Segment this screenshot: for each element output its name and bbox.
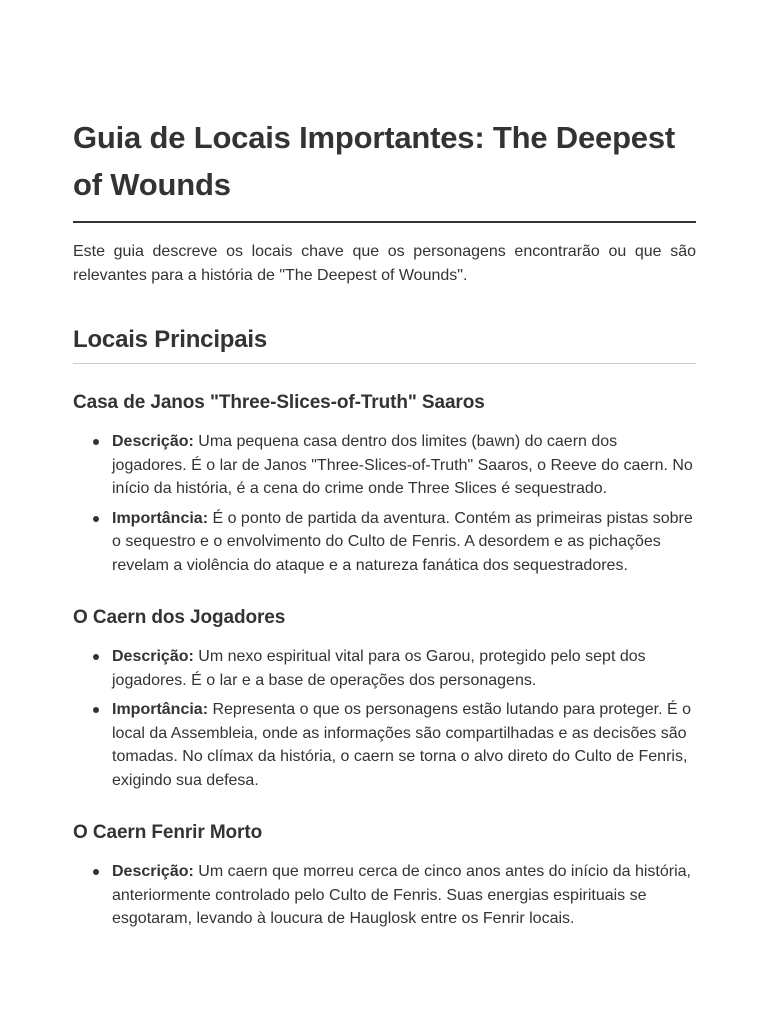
item-label: Descrição: [112,863,194,880]
location-title-caern-dos-jogadores: O Caern dos Jogadores [73,607,286,628]
item-text: Uma pequena casa dentro dos limites (bawn) do caern dos jogadores. É o lar de Janos "Three-Slices-of-Truth" Saaros, o Reeve do caern. No início da história, é a cena do crime onde Three Slices é sequestrado. [112,433,693,497]
item-label: Importância: [112,701,209,718]
section-divider [73,363,696,364]
item-text: Representa o que os personagens estão lutando para proteger. É o local da Assembleia, onde as informações são compartilhadas e as decisões são tomadas. No clímax da história, o caern se torna o alvo direto do Culto de Fenris, exigindo sua defesa. [112,701,692,789]
item-label: Descrição: [112,648,194,665]
item-text: É o ponto de partida da aventura. Contém as primeiras pistas sobre o sequestro e o envolvimento do Culto de Fenris. A desordem e as pichações revelam a violência do ataque e a natureza fanática dos sequestradores. [112,509,693,574]
title-divider [73,221,696,223]
section-title: Locais Principais [73,326,268,353]
location-details-caern-dos-jogadores [73,645,696,792]
document-title: Guia de Locais Importantes: The Deepest of Wounds [73,120,676,202]
item-text: Um caern que morreu cerca de cinco anos antes do início da história, anteriormente controlado pelo Culto de Fenris. Suas energias espirituais se esgotaram, levando à loucura de Hauglosk entre os Fenrir locais. [112,863,691,927]
location-details-caern-fenrir-morto [73,860,696,931]
location-details-casa-de-janos [73,430,696,577]
list-item-descricao [112,860,696,931]
item-label: Importância: [112,509,209,527]
list-item-descricao [112,430,696,501]
list-item-importancia [112,698,696,792]
item-label: Descrição: [112,433,194,450]
location-title-caern-fenrir-morto: O Caern Fenrir Morto [73,822,263,843]
item-text: Um nexo espiritual vital para os Garou, protegido pelo sept dos jogadores. É o lar e a base de operações dos personagens. [112,648,646,689]
intro-paragraph: Este guia descreve os locais chave que os personagens encontrarão ou que são relevantes para a história de "The Deepest of Wounds". [73,243,696,284]
list-item-importancia [112,507,696,578]
location-title-casa-de-janos: Casa de Janos "Three-Slices-of-Truth" Saaros [73,392,485,413]
list-item-descricao [112,645,696,692]
